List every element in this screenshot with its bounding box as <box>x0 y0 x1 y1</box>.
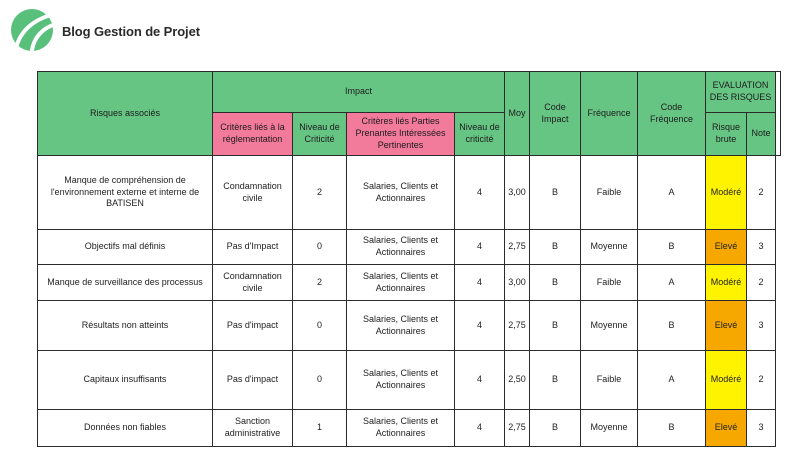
table-row <box>38 301 781 351</box>
cell-risque: Objectifs mal définis <box>38 230 213 265</box>
cell-moy: 3,00 <box>505 156 530 230</box>
cell-risque-brute: Modéré <box>706 156 747 230</box>
cell-niveau-criticite-2: 4 <box>455 230 505 265</box>
cell-code-impact: B <box>530 410 581 447</box>
cell-moy: 2,50 <box>505 351 530 410</box>
header-niveau-criticite-2: Niveau de criticité <box>455 113 505 156</box>
cell-critere-reglementation: Sanction administrative <box>213 410 293 447</box>
cell-code-frequence: B <box>638 230 706 265</box>
table-row <box>38 230 781 265</box>
leaf-logo-icon <box>10 8 60 52</box>
cell-moy: 2,75 <box>505 301 530 351</box>
cell-moy: 3,00 <box>505 265 530 301</box>
cell-code-impact: B <box>530 156 581 230</box>
cell-code-impact: B <box>530 230 581 265</box>
cell-niveau-criticite-2: 4 <box>455 351 505 410</box>
cell-risque-brute: Modéré <box>706 265 747 301</box>
risk-table <box>37 71 781 447</box>
cell-niveau-criticite-2: 4 <box>455 265 505 301</box>
cell-frequence: Faible <box>581 265 638 301</box>
cell-note: 2 <box>747 156 776 230</box>
cell-frequence: Moyenne <box>581 230 638 265</box>
cell-code-frequence: A <box>638 265 706 301</box>
cell-note: 2 <box>747 265 776 301</box>
cell-risque: Résultats non atteints <box>38 301 213 351</box>
cell-parties-prenantes: Salaries, Clients et Actionnaires <box>347 351 455 410</box>
cell-code-frequence: A <box>638 351 706 410</box>
header-note: Note <box>747 113 776 156</box>
cell-risque-brute: Elevé <box>706 410 747 447</box>
cell-risque: Manque de compréhension de l'environnement externe et interne de BATISEN <box>38 156 213 230</box>
cell-code-impact: B <box>530 265 581 301</box>
cell-critere-reglementation: Condamnation civile <box>213 156 293 230</box>
header-crit-parties: Critères liés Parties Prenantes Intéressées Pertinentes <box>347 113 455 156</box>
cell-note: 3 <box>747 301 776 351</box>
header-niveau-criticite-1: Niveau de Criticité <box>293 113 347 156</box>
cell-code-frequence: A <box>638 156 706 230</box>
header-code-impact: Code Impact <box>530 72 581 156</box>
table-row <box>38 410 781 447</box>
table-row <box>38 265 781 301</box>
cell-niveau-criticite-2: 4 <box>455 410 505 447</box>
cell-niveau-criticite-1: 0 <box>293 301 347 351</box>
header-risques: Risques associés <box>38 72 213 156</box>
cell-code-frequence: B <box>638 410 706 447</box>
header-impact: Impact <box>213 72 505 113</box>
cell-niveau-criticite-1: 1 <box>293 410 347 447</box>
cell-code-impact: B <box>530 301 581 351</box>
header-code-frequence: Code Fréquence <box>638 72 706 156</box>
cell-niveau-criticite-1: 2 <box>293 156 347 230</box>
cell-frequence: Moyenne <box>581 301 638 351</box>
cell-note: 3 <box>747 410 776 447</box>
header-frequence: Fréquence <box>581 72 638 156</box>
cell-risque: Capitaux insuffisants <box>38 351 213 410</box>
cell-risque: Données non fiables <box>38 410 213 447</box>
header-moy: Moy <box>505 72 530 156</box>
cell-frequence: Faible <box>581 351 638 410</box>
cell-risque-brute: Elevé <box>706 230 747 265</box>
cell-note: 2 <box>747 351 776 410</box>
table-row <box>38 156 781 230</box>
cell-parties-prenantes: Salaries, Clients et Actionnaires <box>347 230 455 265</box>
cell-frequence: Faible <box>581 156 638 230</box>
cell-niveau-criticite-1: 2 <box>293 265 347 301</box>
cell-code-frequence: B <box>638 301 706 351</box>
cell-critere-reglementation: Pas d'impact <box>213 351 293 410</box>
header-evaluation: EVALUATION DES RISQUES <box>706 72 776 113</box>
header-risque-brute: Risque brute <box>706 113 747 156</box>
cell-niveau-criticite-2: 4 <box>455 301 505 351</box>
cell-critere-reglementation: Pas d'impact <box>213 301 293 351</box>
cell-moy: 2,75 <box>505 230 530 265</box>
header-crit-reglementation: Critères liés à la réglementation <box>213 113 293 156</box>
cell-risque-brute: Modéré <box>706 351 747 410</box>
cell-parties-prenantes: Salaries, Clients et Actionnaires <box>347 410 455 447</box>
cell-risque-brute: Elevé <box>706 301 747 351</box>
cell-niveau-criticite-1: 0 <box>293 351 347 410</box>
cell-critere-reglementation: Condamnation civile <box>213 265 293 301</box>
cell-critere-reglementation: Pas d'Impact <box>213 230 293 265</box>
cell-parties-prenantes: Salaries, Clients et Actionnaires <box>347 265 455 301</box>
table-row <box>38 351 781 410</box>
cell-code-impact: B <box>530 351 581 410</box>
cell-moy: 2,75 <box>505 410 530 447</box>
brand-name: Blog Gestion de Projet <box>62 24 200 39</box>
cell-niveau-criticite-2: 4 <box>455 156 505 230</box>
cell-note: 3 <box>747 230 776 265</box>
cell-niveau-criticite-1: 0 <box>293 230 347 265</box>
cell-risque: Manque de surveillance des processus <box>38 265 213 301</box>
cell-parties-prenantes: Salaries, Clients et Actionnaires <box>347 156 455 230</box>
cell-frequence: Moyenne <box>581 410 638 447</box>
cell-parties-prenantes: Salaries, Clients et Actionnaires <box>347 301 455 351</box>
